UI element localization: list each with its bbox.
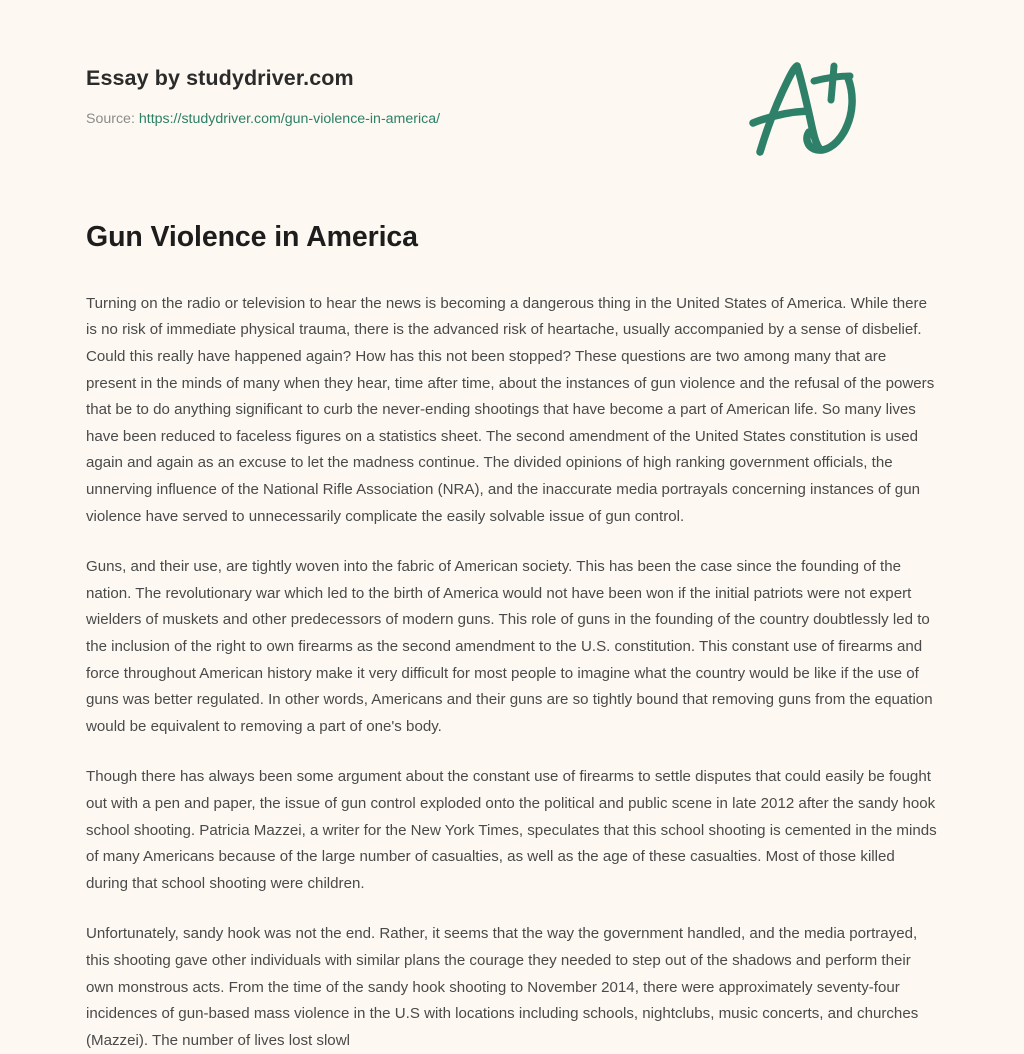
byline: Essay by studydriver.com xyxy=(86,66,354,90)
page-title: Gun Violence in America xyxy=(86,221,418,254)
document-header xyxy=(86,0,938,128)
paragraph: Unfortunately, sandy hook was not the end. Rather, it seems that the way the government handled, and the media portrayed, this shooting gave other individuals with similar plans the courage they needed to step out of the shadows and perform their own monstrous acts. From the time of the sandy hook shooting to November 2014, there were approximately seventy-four incidences of gun-based mass violence in the U.S with locations including schools, nightclubs, music concerts, and churches (Mazzei). The number of lives lost slowl xyxy=(86,925,919,1049)
paragraph: Turning on the radio or television to hear the news is becoming a dangerous thing in the United States of America. While there is no risk of immediate physical trauma, there is the advanced risk of heartache, usually accompanied by a sense of disbelief. Could this really have happened again? How has this not been stopped? These questions are two among many that are present in the minds of many when they hear, time after time, about the instances of gun violence and the refusal of the powers that be to do anything significant to curb the never-ending shootings that have become a part of American life. So many lives have been reduced to faceless figures on a statistics sheet. The second amendment of the United States constitution is used again and again as an excuse to let the madness continue. The divided opinions of high ranking government officials, the unnerving influence of the National Rifle Association (NRA), and the inaccurate media portrayals concerning instances of gun violence have served to unnecessarily complicate the easily solvable issue of gun control. xyxy=(86,294,935,525)
source-url-link[interactable]: https://studydriver.com/gun-violence-in-america/ xyxy=(138,110,441,127)
paragraph: Guns, and their use, are tightly woven into the fabric of American society. This has been the case since the founding of the nation. The revolutionary war which led to the birth of America would not have been won if the initial patriots were not expert wielders of muskets and other predecessors of modern guns. This role of guns in the founding of the country doubtlessly led to the inclusion of the right to own firearms as the second amendment to the U.S. constitution. This constant use of firearms and force throughout American history make it very difficult for most people to imagine what the country would be like if the use of guns was better regulated. In other words, Americans and their guns are so tightly bound that removing guns from the equation would be equivalent to removing a part of one's body. xyxy=(86,558,933,735)
source-line xyxy=(86,110,938,128)
source-label: Source: xyxy=(86,110,135,127)
paragraph: Though there has always been some argument about the constant use of firearms to settle disputes that could easily be fought out with a pen and paper, the issue of gun control exploded onto the political and public scene in late 2012 after the sandy hook school shooting. Patricia Mazzei, a writer for the New York Times, speculates that this school shooting is cemented in the minds of many Americans because of the large number of casualties, as well as the age of these casualties. Most of those killed during that school shooting were children. xyxy=(86,768,937,892)
article-body xyxy=(86,256,938,1054)
